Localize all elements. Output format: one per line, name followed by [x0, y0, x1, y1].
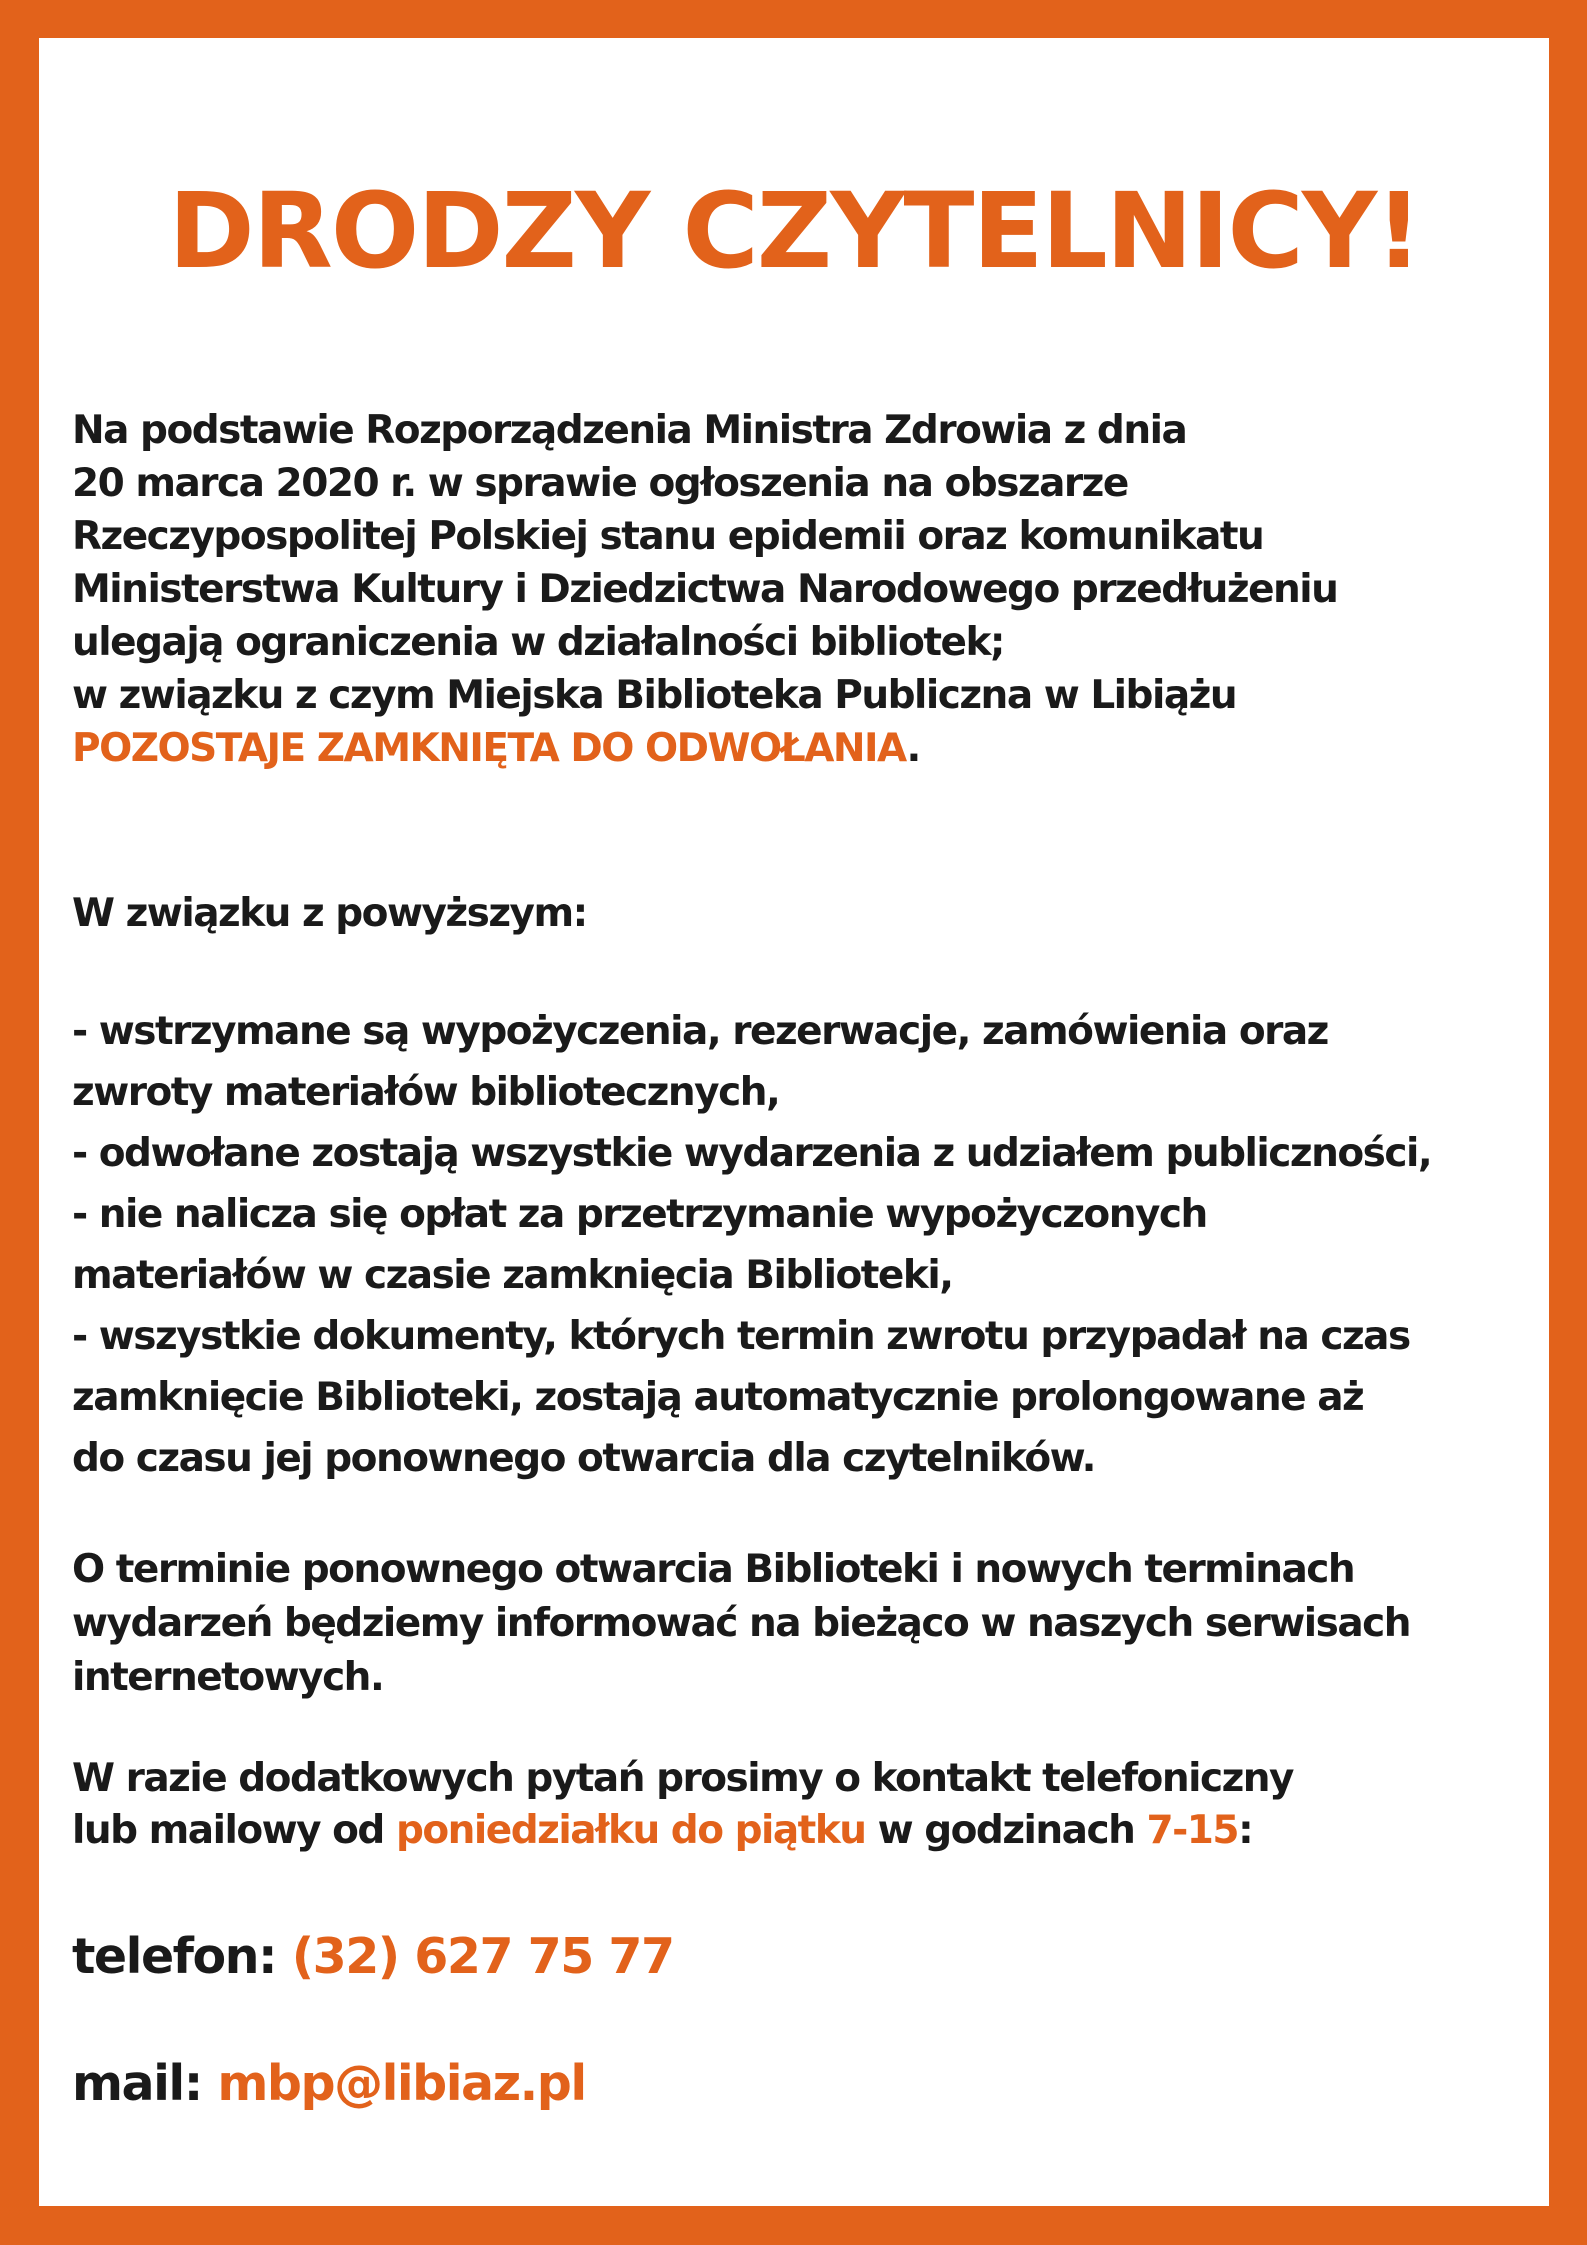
page-title: DRODZY CZYTELNICY! — [168, 170, 1421, 292]
list-item: do czasu jej ponownego otwarcia dla czytelników. — [72, 1436, 1095, 1481]
reopening-line: internetowych. — [72, 1655, 384, 1700]
list-item: materiałów w czasie zamknięcia Biblioteki, — [72, 1253, 953, 1298]
mail-line — [72, 2054, 586, 2114]
contact-line: W razie dodatkowych pytań prosimy o kontakt telefoniczny — [72, 1756, 1293, 1801]
contact-middle: w godzinach — [865, 1808, 1147, 1853]
phone-number[interactable]: (32) 627 75 77 — [291, 1928, 674, 1985]
intro-line: Rzeczypospolitej Polskiej stanu epidemii oraz komunikatu — [72, 514, 1264, 559]
phone-line — [72, 1927, 674, 1987]
contact-hours-line — [72, 1805, 1293, 1857]
intro-paragraph — [72, 404, 1337, 775]
intro-line: Ministerstwa Kultury i Dziedzictwa Narodowego przedłużeniu — [72, 567, 1338, 612]
closure-highlight: POZOSTAJE ZAMKNIĘTA DO ODWOŁANIA — [72, 726, 907, 771]
consequences-heading: W związku z powyższym: — [72, 891, 587, 936]
list-item: - wstrzymane są wypożyczenia, rezerwacje, zamówienia oraz — [72, 1009, 1328, 1054]
reopening-paragraph — [72, 1543, 1410, 1705]
list-item: - wszystkie dokumenty, których termin zwrotu przypadał na czas — [72, 1314, 1410, 1359]
reopening-line: wydarzeń będziemy informować na bieżąco w naszych serwisach — [72, 1601, 1411, 1646]
phone-label: telefon: — [72, 1928, 292, 1985]
list-item: - odwołane zostają wszystkie wydarzenia z udziałem publiczności, — [72, 1131, 1432, 1176]
list-item: - nie nalicza się opłat za przetrzymanie wypożyczonych — [72, 1192, 1207, 1237]
reopening-line: O terminie ponownego otwarcia Biblioteki i nowych terminach — [72, 1547, 1355, 1592]
closure-notice — [72, 722, 1337, 775]
intro-line: w związku z czym Miejska Biblioteka Publiczna w Libiążu — [72, 673, 1237, 718]
intro-line: ulegają ograniczenia w działalności bibliotek; — [72, 620, 1005, 665]
intro-line: 20 marca 2020 r. w sprawie ogłoszenia na obszarze — [72, 461, 1128, 506]
contact-suffix: : — [1238, 1808, 1253, 1853]
consequences-list — [72, 1001, 1431, 1489]
contact-paragraph — [72, 1753, 1293, 1857]
poster-frame — [39, 38, 1549, 2206]
mail-label: mail: — [72, 2055, 218, 2112]
contact-hours: 7-15 — [1146, 1808, 1239, 1853]
closure-period: . — [906, 726, 920, 771]
list-item: zamknięcie Biblioteki, zostają automatycznie prolongowane aż — [72, 1375, 1364, 1420]
contact-days: poniedziałku do piątku — [395, 1808, 866, 1853]
intro-line: Na podstawie Rozporządzenia Ministra Zdrowia z dnia — [72, 408, 1187, 453]
mail-address[interactable]: mbp@libiaz.pl — [217, 2055, 586, 2112]
contact-prefix: lub mailowy od — [72, 1808, 396, 1853]
list-item: zwroty materiałów bibliotecznych, — [72, 1070, 780, 1115]
